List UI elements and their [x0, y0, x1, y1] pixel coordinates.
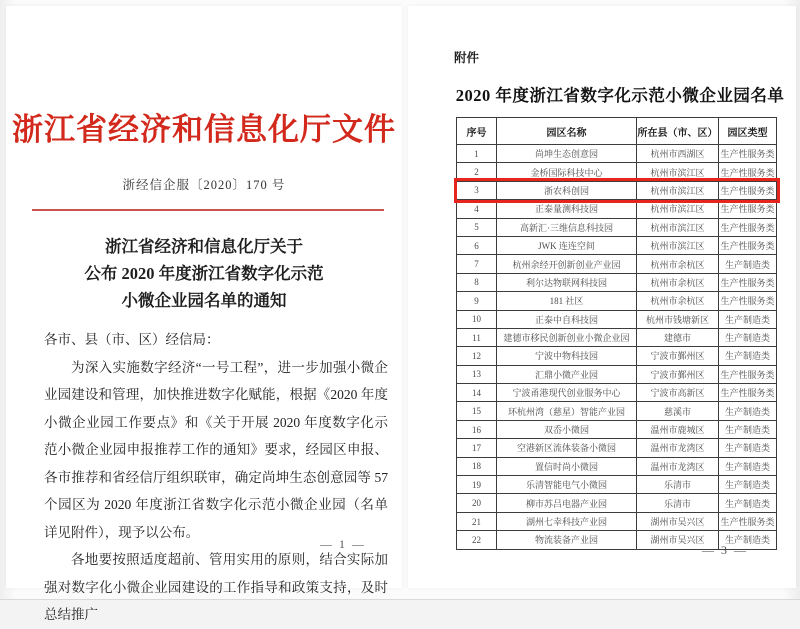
table-row	[457, 200, 777, 218]
table-row	[457, 476, 777, 494]
cell-no: 21	[457, 512, 497, 530]
notice-body	[6, 326, 402, 629]
table-row	[457, 420, 777, 438]
cell-county: 乐清市	[637, 494, 719, 512]
park-table-body	[457, 145, 777, 550]
cell-type: 生产制造类	[719, 310, 777, 328]
cell-no: 9	[457, 292, 497, 310]
cell-no: 2	[457, 163, 497, 181]
cell-no: 19	[457, 476, 497, 494]
table-row	[457, 218, 777, 236]
cell-no: 22	[457, 531, 497, 549]
cell-county: 杭州市滨江区	[637, 200, 719, 218]
table-row	[457, 384, 777, 402]
table-row	[457, 347, 777, 365]
table-row	[457, 292, 777, 310]
table-row	[457, 512, 777, 530]
cell-no: 7	[457, 255, 497, 273]
table-row	[457, 163, 777, 181]
cell-type: 生产制造类	[719, 531, 777, 549]
cell-no: 5	[457, 218, 497, 236]
table-row	[457, 402, 777, 420]
cell-county: 温州市鹿城区	[637, 420, 719, 438]
cell-county: 杭州市滨江区	[637, 236, 719, 254]
attachment-page	[408, 6, 796, 588]
cell-park-name: 物流装备产业园	[497, 531, 637, 549]
cell-park-name: 汇鼎小微产业园	[497, 365, 637, 383]
cell-no: 1	[457, 145, 497, 163]
cell-park-name: 宁波中物科技园	[497, 347, 637, 365]
table-header-row	[457, 118, 777, 145]
cell-county: 慈溪市	[637, 402, 719, 420]
body-paragraph-2: 各地要按照适度超前、管用实用的原则，结合实际加强对数字化小微企业园建设的工作指导和政策支持，及时总结推广	[44, 552, 388, 622]
cell-county: 乐清市	[637, 476, 719, 494]
cell-no: 13	[457, 365, 497, 383]
table-row	[457, 457, 777, 475]
cell-type: 生产性服务类	[719, 292, 777, 310]
attachment-label: 附件	[454, 51, 480, 65]
table-row	[457, 328, 777, 346]
cell-type: 生产性服务类	[719, 163, 777, 181]
document-number: 浙经信企服〔2020〕170 号	[122, 178, 286, 192]
cell-park-name: 空港新区流体装备小微园	[497, 439, 637, 457]
parks-table	[456, 117, 777, 550]
cell-type: 生产制造类	[719, 402, 777, 420]
cell-type: 生产制造类	[719, 255, 777, 273]
notice-title-line-1: 浙江省经济和信息化厅关于	[105, 237, 303, 256]
cell-park-name: 柳市苏吕电器产业园	[497, 494, 637, 512]
cell-county: 杭州市余杭区	[637, 273, 719, 291]
cell-type: 生产制造类	[719, 328, 777, 346]
salutation: 各市、县（市、区）经信局：	[44, 332, 220, 347]
table-row	[457, 255, 777, 273]
cell-park-name: 宁波甬港现代创业服务中心	[497, 384, 637, 402]
header-type: 园区类型	[719, 118, 777, 145]
cell-county: 湖州市吴兴区	[637, 531, 719, 549]
table-title: 2020 年度浙江省数字化示范小微企业园名单	[455, 86, 785, 105]
cell-type: 生产性服务类	[719, 384, 777, 402]
cell-county: 杭州市西湖区	[637, 145, 719, 163]
cell-no: 12	[457, 347, 497, 365]
cell-park-name: 湖州七幸科技产业园	[497, 512, 637, 530]
page-number-left: — 1 —	[320, 537, 366, 551]
notice-title-line-3: 小微企业园名单的通知	[121, 291, 287, 310]
letter-page	[6, 6, 402, 622]
cell-county: 杭州市滨江区	[637, 218, 719, 236]
table-row	[457, 365, 777, 383]
header-county: 所在县（市、区）	[637, 118, 719, 145]
cell-no: 20	[457, 494, 497, 512]
cell-park-name: 正泰中自科技园	[497, 310, 637, 328]
cell-no: 16	[457, 420, 497, 438]
cell-type: 生产性服务类	[719, 218, 777, 236]
table-row	[457, 181, 777, 199]
cell-park-name: 杭州余经开创新创业产业园	[497, 255, 637, 273]
table-row	[457, 310, 777, 328]
cell-county: 建德市	[637, 328, 719, 346]
header-park-name: 园区名称	[497, 118, 637, 145]
cell-type: 生产性服务类	[719, 181, 777, 199]
cell-county: 杭州市滨江区	[637, 163, 719, 181]
cell-park-name: 尚坤生态创意园	[497, 145, 637, 163]
cell-park-name: 高新汇·三维信息科技园	[497, 218, 637, 236]
cell-county: 宁波市高新区	[637, 384, 719, 402]
table-row	[457, 494, 777, 512]
cell-county: 杭州市滨江区	[637, 181, 719, 199]
cell-park-name: 建德市移民创新创业小微企业园	[497, 328, 637, 346]
cell-type: 生产性服务类	[719, 145, 777, 163]
notice-title	[6, 233, 402, 314]
cell-type: 生产制造类	[719, 347, 777, 365]
cell-no: 4	[457, 200, 497, 218]
cell-type: 生产制造类	[719, 494, 777, 512]
header-no: 序号	[457, 118, 497, 145]
cell-type: 生产性服务类	[719, 200, 777, 218]
cell-county: 杭州市余杭区	[637, 255, 719, 273]
letterhead-divider	[32, 209, 384, 211]
body-paragraph-1: 为深入实施数字经济“一号工程”，进一步加强小微企业园建设和管理，加快推进数字化赋能，根据《2020 年度小微企业园工作要点》和《关于开展 2020 年度数字化示范小微企业园申报推荐工作的通知》要求，经园区申报、各市推荐和省经信厅组织联审，确定尚坤生态创意园等 57 个园区为 2020 年度浙江省数字化示范小微企业园（名单详见附件），现予以公布。	[44, 359, 388, 540]
cell-park-name: 浙农科创园	[497, 181, 637, 199]
cell-county: 温州市龙湾区	[637, 439, 719, 457]
cell-no: 8	[457, 273, 497, 291]
cell-type: 生产性服务类	[719, 365, 777, 383]
cell-no: 18	[457, 457, 497, 475]
cell-no: 11	[457, 328, 497, 346]
cell-park-name: 环杭州湾（慈星）智能产业园	[497, 402, 637, 420]
cell-no: 3	[457, 181, 497, 199]
table-row	[457, 145, 777, 163]
cell-park-name: 乐清智能电气小微园	[497, 476, 637, 494]
cell-county: 杭州市钱塘新区	[637, 310, 719, 328]
table-row	[457, 273, 777, 291]
cell-park-name: 正泰量测科技园	[497, 200, 637, 218]
cell-type: 生产制造类	[719, 476, 777, 494]
cell-no: 14	[457, 384, 497, 402]
cell-park-name: 金桥国际科技中心	[497, 163, 637, 181]
cell-type: 生产制造类	[719, 420, 777, 438]
cell-type: 生产制造类	[719, 439, 777, 457]
cell-county: 宁波市鄞州区	[637, 347, 719, 365]
cell-no: 15	[457, 402, 497, 420]
cell-no: 6	[457, 236, 497, 254]
cell-no: 17	[457, 439, 497, 457]
cell-county: 温州市龙湾区	[637, 457, 719, 475]
table-row	[457, 236, 777, 254]
cell-type: 生产性服务类	[719, 236, 777, 254]
cell-type: 生产性服务类	[719, 273, 777, 291]
cell-park-name: 双岙小微园	[497, 420, 637, 438]
cell-park-name: 181 社区	[497, 292, 637, 310]
cell-no: 10	[457, 310, 497, 328]
notice-title-line-2: 公布 2020 年度浙江省数字化示范	[84, 264, 324, 283]
page-number-right: — 3 —	[702, 543, 748, 557]
cell-park-name: 置信时尚小微园	[497, 457, 637, 475]
cell-county: 杭州市余杭区	[637, 292, 719, 310]
cell-park-name: 利尔达物联网科技园	[497, 273, 637, 291]
cell-county: 宁波市鄞州区	[637, 365, 719, 383]
cell-type: 生产制造类	[719, 457, 777, 475]
letterhead-title: 浙江省经济和信息化厅文件	[12, 112, 396, 147]
table-row	[457, 439, 777, 457]
cell-park-name: JWK 连连空间	[497, 236, 637, 254]
cell-type: 生产性服务类	[719, 512, 777, 530]
cell-county: 湖州市吴兴区	[637, 512, 719, 530]
